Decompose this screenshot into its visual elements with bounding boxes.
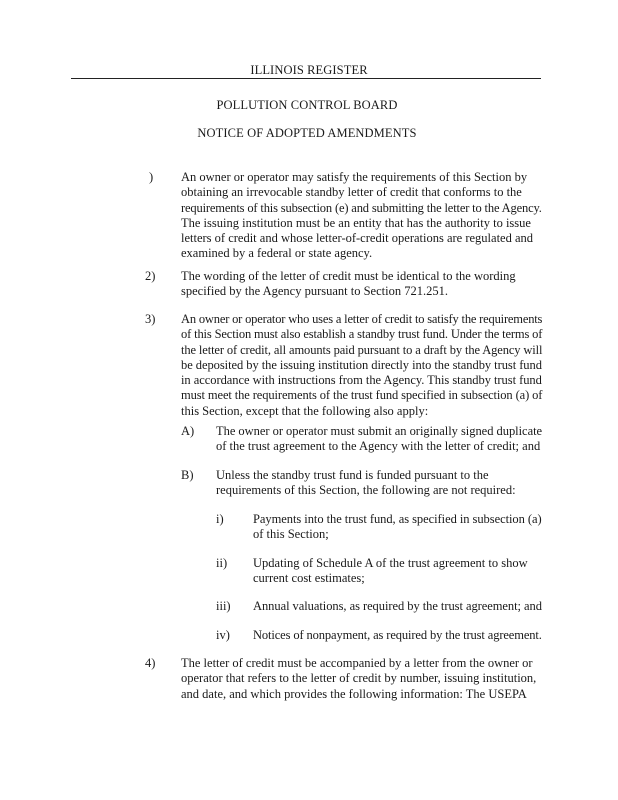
item-3-text [181, 312, 542, 419]
text-line: The issuing institution must be an entity that has the authority to issue [181, 215, 531, 230]
item-iv-text [253, 628, 542, 643]
text-line: and date, and which provides the following information: The USEPA [181, 686, 527, 701]
text-line: requirements of this subsection (e) and submitting the letter to the Agency. [181, 200, 542, 215]
text-line: Unless the standby trust fund is funded pursuant to the [216, 468, 489, 482]
text-line: this Section, except that the following also apply: [181, 403, 429, 418]
item-i-marker: i) [216, 512, 224, 526]
text-line: of this Section; [253, 527, 329, 542]
item-2-text [181, 269, 542, 300]
item-b-marker: B) [181, 468, 194, 482]
item-iii-text [253, 599, 542, 614]
text-line: Annual valuations, as required by the trust agreement; and [253, 599, 542, 613]
item-1-marker: ) [149, 170, 154, 184]
text-line: obtaining an irrevocable standby letter of credit that conforms to the [181, 185, 522, 200]
text-line: of this Section must also establish a standby trust fund. Under the terms of [181, 327, 543, 342]
text-line: Notices of nonpayment, as required by the trust agreement. [253, 628, 542, 642]
notice-title: NOTICE OF ADOPTED AMENDMENTS [197, 126, 417, 140]
text-line: Payments into the trust fund, as specified in subsection (a) [253, 512, 542, 526]
text-line: of the trust agreement to the Agency with the letter of credit; and [216, 439, 541, 454]
text-line: in accordance with instructions from the Agency. This standby trust fund [181, 373, 542, 388]
item-4-text [181, 656, 542, 702]
item-2-marker: 2) [145, 269, 156, 283]
item-ii-text [253, 556, 542, 587]
text-line: operator that refers to the letter of credit by number, issuing institution, [181, 671, 537, 686]
item-i-text [253, 512, 542, 543]
register-title: ILLINOIS REGISTER [250, 63, 368, 77]
item-1-text [181, 170, 542, 262]
text-line: The owner or operator must submit an originally signed duplicate [216, 424, 543, 438]
item-a-marker: A) [181, 424, 195, 438]
item-iii-marker: iii) [216, 599, 231, 613]
text-line: the letter of credit, all amounts paid pursuant to a draft by the Agency will [181, 342, 543, 357]
item-b-text [216, 468, 542, 499]
item-3-marker: 3) [145, 312, 156, 326]
text-line: The letter of credit must be accompanied by a letter from the owner or [181, 656, 533, 670]
item-iv-marker: iv) [216, 628, 230, 642]
text-line: be deposited by the issuing institution directly into the standby trust fund [181, 357, 542, 372]
text-line: must meet the requirements of the trust fund specified in subsection (a) of [181, 388, 543, 403]
item-a-text [216, 424, 542, 455]
text-line: An owner or operator who uses a letter of credit to satisfy the requirements [181, 312, 543, 326]
board-title: POLLUTION CONTROL BOARD [216, 98, 398, 112]
text-line: specified by the Agency pursuant to Section 721.251. [181, 284, 448, 299]
text-line: requirements of this Section, the following are not required: [216, 483, 516, 498]
text-line: An owner or operator may satisfy the requirements of this Section by [181, 170, 528, 184]
text-line: examined by a federal or state agency. [181, 246, 373, 261]
text-line: current cost estimates; [253, 571, 365, 586]
text-line: The wording of the letter of credit must be identical to the wording [181, 269, 516, 283]
text-line: letters of credit and whose letter-of-credit operations are regulated and [181, 231, 534, 246]
item-ii-marker: ii) [216, 556, 228, 570]
text-line: Updating of Schedule A of the trust agreement to show [253, 556, 528, 570]
item-4-marker: 4) [145, 656, 156, 670]
header-rule [71, 78, 541, 79]
